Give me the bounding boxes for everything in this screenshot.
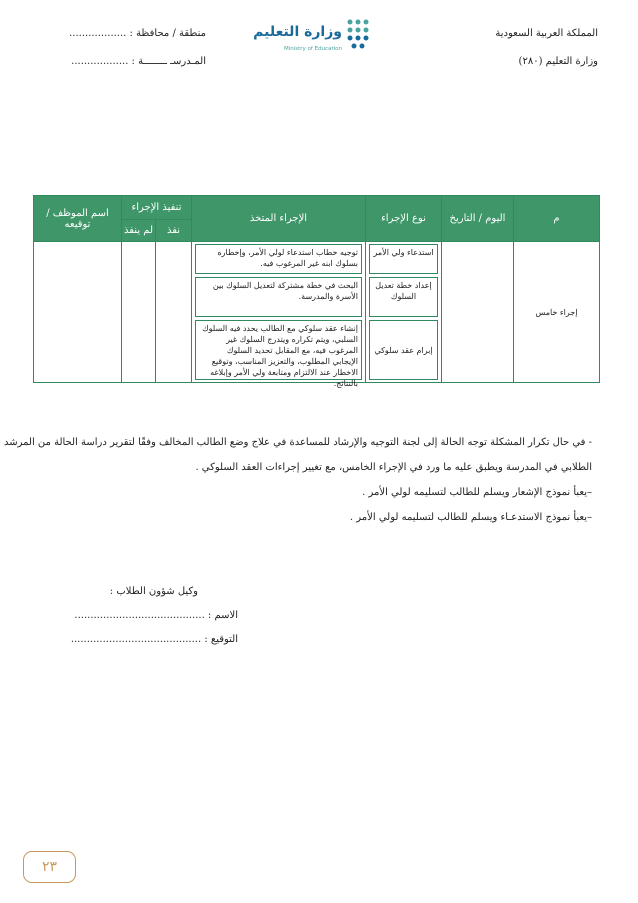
- action-type-3: إبرام عقد سلوكي: [369, 320, 438, 380]
- header-employee: اسم الموظف / توقيعه: [34, 196, 122, 242]
- logo-english-text: Ministry of Education: [283, 46, 342, 52]
- header-executed: نفذ: [156, 220, 192, 242]
- header-execution: تنفيذ الإجراء: [122, 196, 192, 220]
- action-taken-1: توجيه خطاب استدعاء لولي الأمر، وإخطاره بسلوك ابنه غير المرغوب فيه.: [195, 244, 362, 274]
- logo-arabic-text: وزارة التعليم: [253, 24, 342, 40]
- procedure-label-cell: [514, 242, 600, 383]
- signature-sign: التوقيع : .........................................: [70, 634, 238, 645]
- employee-cell: [34, 242, 122, 383]
- header-not-executed: لم ينفذ: [122, 220, 156, 242]
- ministry-logo: [253, 16, 372, 62]
- school-field: المـدرسـ ــــــــة : ..................: [71, 56, 206, 67]
- note-line-2: الطلابي في المدرسة ويطبق عليه ما ورد في الإجراء الخامس، مع تغيير إجراءات العقد السلوكي .: [195, 462, 592, 473]
- action-taken-3: إنشاء عقد سلوكي مع الطالب يحدد فيه السلوك السلبي، ويتم تكراره ويتدرج السلوك غير المرغوب فيه، مع المقابل تحديد السلوك الإيجابي المطلوب، والتعزيز المناسب، وتوقيع الاخطار عند الالتزام ومتابعة ولي الأمر وإبلاغه بالنتائج.: [195, 320, 362, 380]
- procedure-label: إجراء خامس: [535, 307, 578, 317]
- header-right: [448, 20, 598, 76]
- header-action-taken: الإجراء المتخذ: [192, 196, 366, 242]
- action-taken-2: البحث في خطة مشتركة لتعديل السلوك بين الأسرة والمدرسة.: [195, 277, 362, 317]
- notes-section: [4, 430, 592, 530]
- action-taken-cell: [192, 242, 366, 388]
- ministry-name: وزارة التعليم (٢٨٠): [518, 56, 598, 67]
- logo-dots-icon: [346, 18, 372, 58]
- action-type-1: استدعاء ولي الأمر: [369, 244, 438, 274]
- header-day-date: اليوم / التاريخ: [442, 196, 514, 242]
- header-left: [36, 20, 206, 76]
- not-executed-cell: [122, 242, 156, 383]
- region-field: منطقة / محافظة : ..................: [69, 28, 206, 39]
- note-line-3: –يعبأ نموذج الإشعار ويسلم للطالب لتسليمه لولي الأمر .: [362, 487, 592, 498]
- header-num: م: [514, 196, 600, 242]
- procedures-table: [33, 195, 600, 388]
- action-type-2: إعداد خطة تعديل السلوك: [369, 277, 438, 317]
- note-line-4: –يعبأ نموذج الاستدعـاء ويسلم للطالب لتسليمه لولي الأمر .: [349, 512, 592, 523]
- signature-title: وكيل شؤون الطلاب :: [109, 586, 198, 597]
- executed-cell: [156, 242, 192, 383]
- kingdom-name: المملكة العربية السعودية: [495, 28, 598, 39]
- header-action-type: نوع الإجراء: [366, 196, 442, 242]
- action-type-cell: [366, 242, 442, 383]
- signature-name: الاسم : .........................................: [74, 610, 238, 621]
- page-number: ٢٣: [23, 851, 76, 883]
- signature-block: [38, 580, 238, 652]
- note-line-1: - في حال تكرار المشكلة توجه الحالة إلى لجنة التوجيه والإرشاد للمساعدة في علاج وضع الطالب المخالف وفقًا لتقرير دراسة الحالة من المرشد: [4, 437, 592, 448]
- date-cell: [442, 242, 514, 383]
